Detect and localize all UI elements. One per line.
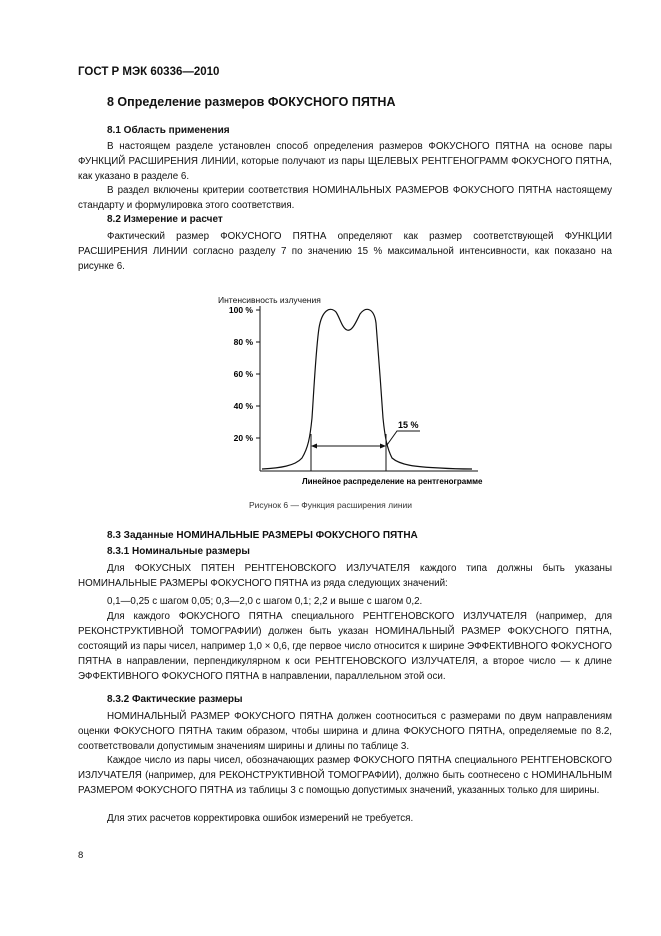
section-8-3-title: 8.3 Заданные НОМИНАЛЬНЫЕ РАЗМЕРЫ ФОКУСНОГО ПЯТНА — [107, 530, 418, 541]
tick-label-80: 80 % — [233, 337, 253, 347]
threshold-label: 15 % — [398, 420, 419, 430]
section-8-1-title: 8.1 Область применения — [107, 125, 230, 136]
x-axis-label: Линейное распределение на рентгенограмме — [302, 477, 483, 486]
section-8-3-2-paragraph-2: Каждое число из пары чисел, обозначающих размер ФОКУСНОГО ПЯТНА специального РЕНТГЕНОВСКОГО ИЗЛУЧАТЕЛЯ (например, для РЕКОНСТРУКТИВНОЙ ТОМОГРАФИИ), должно быть соотнесено с НОМИНАЛЬНЫМ РАЗМЕРОМ ФОКУСНОГО ПЯТНА из таблицы 3 с помощью допустимых значений, указанных только для ширины. — [78, 755, 612, 797]
y-axis-ticks — [229, 305, 260, 443]
figure-6-caption: Рисунок 6 — Функция расширения линии — [248, 500, 413, 510]
section-8-3-2-title: 8.3.2 Фактические размеры — [107, 694, 243, 705]
tick-label-20: 20 % — [233, 433, 253, 443]
section-8-1-paragraph-1: В настоящем разделе установлен способ определения размеров ФОКУСНОГО ПЯТНА на основе пары ФУНКЦИЙ РАСШИРЕНИЯ ЛИНИИ, которые получают из пары ЩЕЛЕВЫХ РЕНТГЕНОГРАММ ФОКУСНОГО ПЯТНА, как указано в разделе 6. — [78, 141, 612, 183]
section-8-3-2-paragraph-3: Для этих расчетов корректировка ошибок измерений не требуется. — [107, 813, 414, 824]
section-8-title: 8 Определение размеров ФОКУСНОГО ПЯТНА — [107, 95, 396, 109]
y-axis-label: Интенсивность излучения — [218, 295, 321, 305]
width-dimension-arrow — [311, 444, 386, 449]
section-8-3-2-paragraph-1: НОМИНАЛЬНЫЙ РАЗМЕР ФОКУСНОГО ПЯТНА должен соотноситься с размерами по двум направлениям оценки ФОКУСНОГО ПЯТНА таким образом, чтобы ширина и длина ФОКУСНОГО ПЯТНА, определяемые по 8.2, соответствовали допустимым значениям ширины и длины по таблице 3. — [78, 711, 612, 753]
section-8-3-1-paragraph-1: Для ФОКУСНЫХ ПЯТЕН РЕНТГЕНОВСКОГО ИЗЛУЧАТЕЛЯ каждого типа должны быть указаны НОМИНАЛЬНЫЕ РАЗМЕРЫ ФОКУСНОГО ПЯТНА из ряда следующих значений: — [78, 563, 612, 590]
section-8-1-paragraph-2: В раздел включены критерии соответствия НОМИНАЛЬНЫХ РАЗМЕРОВ ФОКУСНОГО ПЯТНА настоящему стандарту и формулировка этого соответствия. — [78, 185, 612, 212]
section-8-3-1-paragraph-3: Для каждого ФОКУСНОГО ПЯТНА специального РЕНТГЕНОВСКОГО ИЗЛУЧАТЕЛЯ (например, для РЕКОНСТРУКТИВНОЙ ТОМОГРАФИИ) должен быть указан НОМИНАЛЬНЫЙ РАЗМЕР ФОКУСНОГО ПЯТНА, состоящий из пары чисел, например 1,0 × 0,6, где первое число относится к ширине ЭФФЕКТИВНОГО ФОКУСНОГО ПЯТНА в направлении, перпендикулярном к оси РЕНТГЕНОВСКОГО ИЗЛУЧАТЕЛЯ, а второе число — к длине ЭФФЕКТИВНОГО ФОКУСНОГО ПЯТНА в направлении, параллельном этой оси. — [78, 611, 612, 683]
tick-label-60: 60 % — [233, 369, 253, 379]
tick-label-100: 100 % — [228, 305, 253, 315]
figure-6-line-spread-function — [200, 288, 490, 493]
lsf-curve — [262, 309, 472, 469]
section-8-3-1-title: 8.3.1 Номинальные размеры — [107, 546, 250, 557]
section-8-3-1-paragraph-2: 0,1—0,25 с шагом 0,05; 0,3—2,0 с шагом 0,1; 2,2 и выше с шагом 0,2. — [107, 596, 423, 607]
standard-header: ГОСТ Р МЭК 60336—2010 — [78, 66, 220, 78]
page-number: 8 — [78, 850, 84, 861]
threshold-leader-line — [387, 431, 420, 445]
tick-label-40: 40 % — [233, 401, 253, 411]
section-8-2-title: 8.2 Измерение и расчет — [107, 214, 223, 225]
section-8-2-paragraph-1: Фактический размер ФОКУСНОГО ПЯТНА определяют как размер соответствующей ФУНКЦИИ РАСШИРЕНИЯ ЛИНИИ согласно разделу 7 по значению 15 % максимальной интенсивности, как показано на рисунке 6. — [78, 231, 612, 273]
